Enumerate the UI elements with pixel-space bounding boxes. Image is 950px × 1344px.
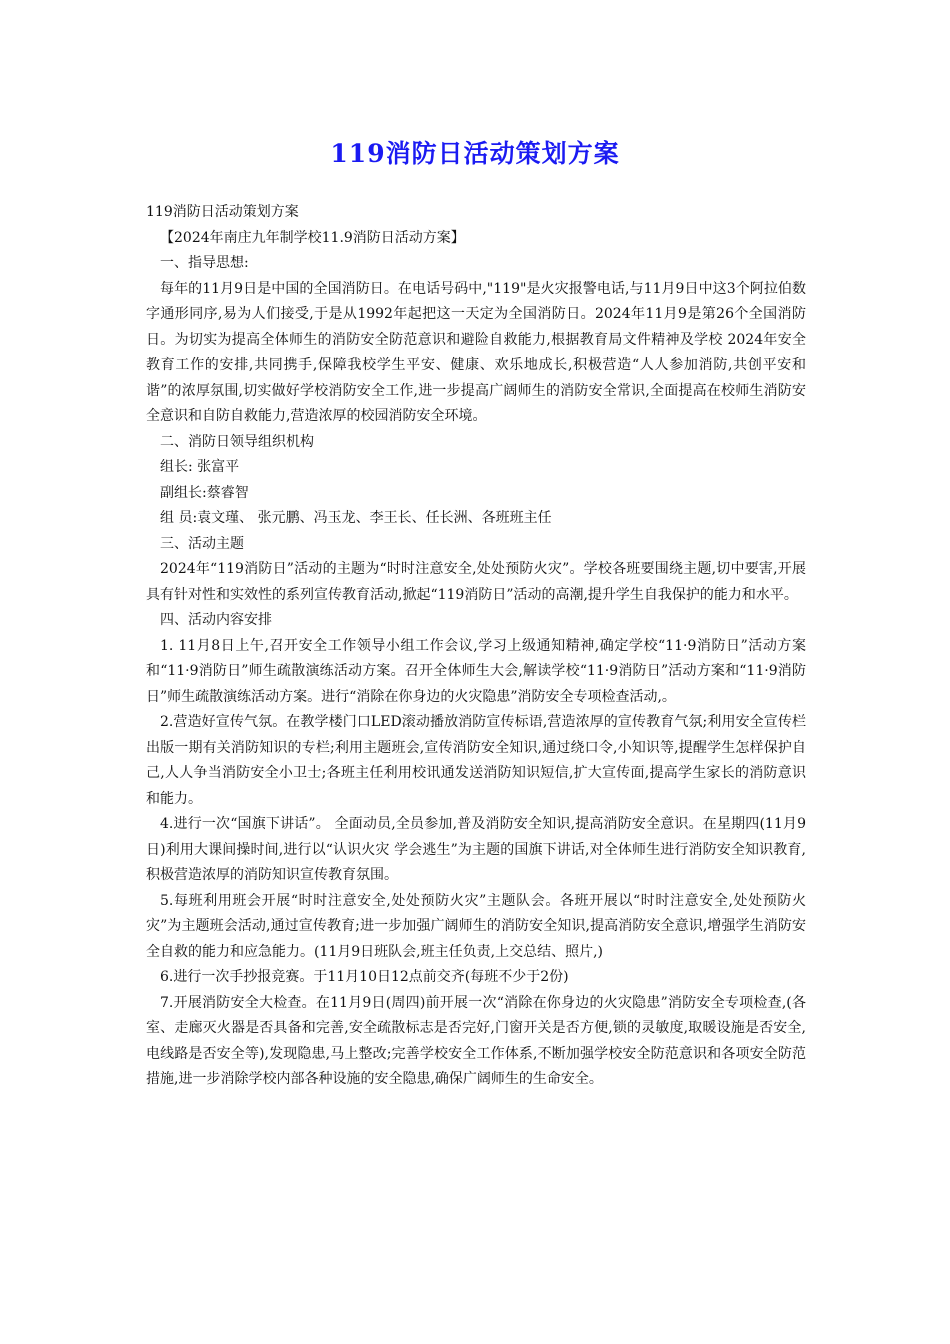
section-3-title: 三、活动主题 [160, 535, 244, 552]
activity-item: 2.营造好宣传气氛。在教学楼门口LED滚动播放消防宣传标语,营造浓厚的宣传教育气氛;利用安全宣传栏出版一期有关消防知识的专栏;利用主题班会,宣传消防安全知识,通过绕口令,小知识等,提醒学生怎样保护自己,人人争当消防安全小卫士;各班主任利用校讯通发送消防知识短信,扩大宣传面,提高学生家长的消防意识和能力。 [146, 714, 806, 807]
section-2-title: 二、消防日领导组织机构 [160, 433, 314, 450]
document-subtitle: 119消防日活动策划方案 [146, 204, 299, 220]
document-title: 119消防日活动策划方案 [330, 139, 620, 168]
group-members: 组 员:袁文瑾、 张元鹏、冯玉龙、李王长、任长洲、各班班主任 [160, 510, 552, 526]
section-4-title: 四、活动内容安排 [160, 612, 272, 628]
document-body [146, 200, 806, 1093]
document-heading: 【2024年南庄九年制学校11.9消防日活动方案】 [160, 229, 465, 246]
group-deputy: 副组长:蔡睿智 [160, 484, 249, 501]
section-1-text: 每年的11月9日是中国的全国消防日。在电话号码中,"119"是火灾报警电话,与11月9日中这3个阿拉伯数字通形同序,易为人们接受,于是从1992年起把这一天定为全国消防日。2024年11月9是第26个全国消防日。为切实为提高全体师生的消防安全防范意识和避险自救能力,根据教育局文件精神及学校 2024年安全教育工作的安排,共同携手,保障我校学生平安、健康、欢乐地成长,积极营造“人人参加消防,共创平安和谐”的浓厚氛围,切实做好学校消防安全工作,进一步提高广阔师生的消防安全常识,全面提高在校师生消防安全意识和自防自救能力,营造浓厚的校园消防安全环境。 [146, 280, 806, 424]
section-3-text: 2024年“119消防日”活动的主题为“时时注意安全,处处预防火灾”。学校各班要围绕主题,切中要害,开展具有针对性和实效性的系列宣传教育活动,掀起“119消防日”活动的高潮,提升学生自我保护的能力和水平。 [146, 561, 806, 603]
activity-item: 7.开展消防安全大检查。在11月9日(周四)前开展一次“消除在你身边的火灾隐患”消防安全专项检查,(各室、走廊灭火器是否具备和完善,安全疏散标志是否完好,门窗开关是否方便,锁的灵敏度,取暖设施是否安全,电线路是否安全等),发现隐患,马上整改;完善学校安全工作体系,不断加强学校安全防范意识和各项安全防范措施,进一步消除学校内部各种设施的安全隐患,确保广阔师生的生命安全。 [146, 994, 806, 1087]
activity-item: 1. 11月8日上午,召开安全工作领导小组工作会议,学习上级通知精神,确定学校“11·9消防日”活动方案和“11·9消防日”师生疏散演练活动方案。召开全体师生大会,解读学校“11·9消防日”活动方案和“11·9消防日”师生疏散演练活动方案。进行“消除在你身边的火灾隐患”消防安全专项检查活动,。 [146, 637, 806, 705]
group-leader: 组长: 张富平 [160, 459, 240, 475]
activity-item: 4.进行一次“国旗下讲话”。 全面动员,全员参加,普及消防安全知识,提高消防安全意识。在星期四(11月9日)利用大课间操时间,进行以“认识火灾 学会逃生”为主题的国旗下讲话,对全体师生进行消防安全知识教育,积极营造浓厚的消防知识宣传教育氛围。 [146, 816, 806, 883]
section-1-title: 一、指导思想: [160, 255, 249, 271]
activity-item: 5.每班利用班会开展“时时注意安全,处处预防火灾”主题队会。各班开展以“时时注意安全,处处预防火灾”为主题班会活动,通过宣传教育;进一步加强广阔师生的消防安全知识,提高消防安全意识,增强学生消防安全自救的能力和应急能力。(11月9日班队会,班主任负责,上交总结、照片,) [146, 892, 806, 960]
activity-item: 6.进行一次手抄报竞赛。于11月10日12点前交齐(每班不少于2份) [160, 969, 569, 985]
